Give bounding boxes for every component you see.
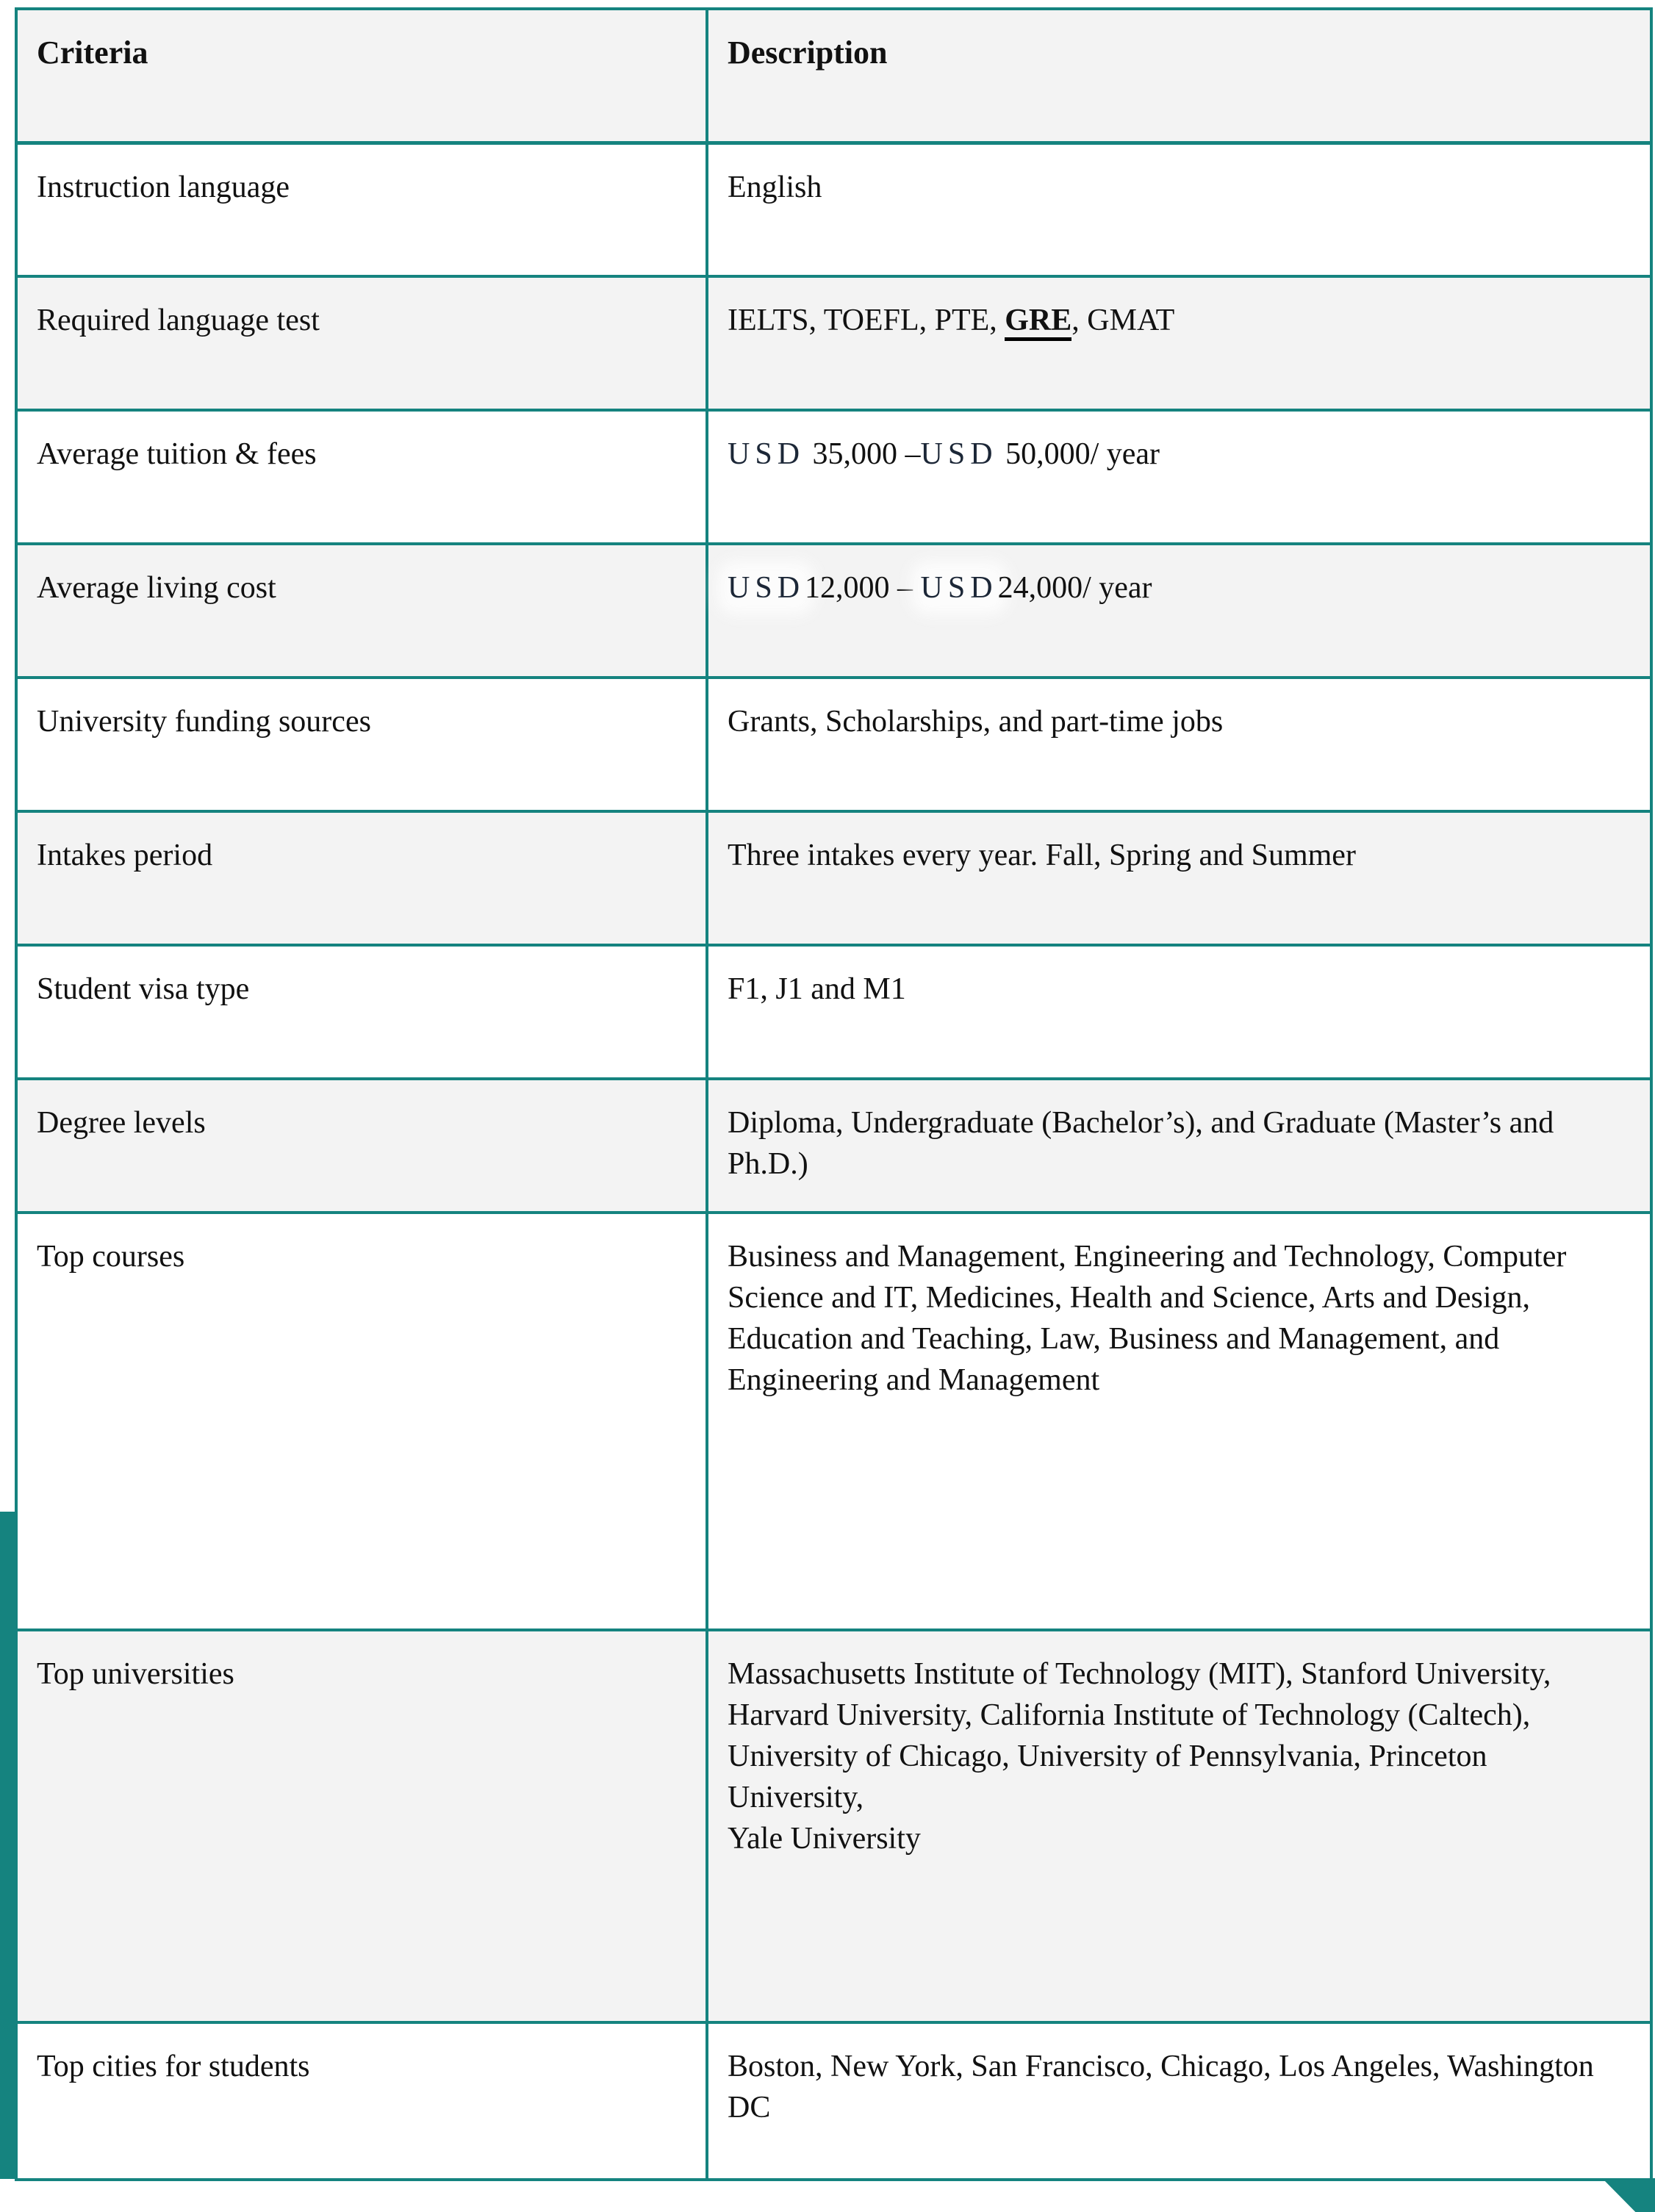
description-cell <box>707 811 1651 945</box>
criteria-label-cell: Intakes period <box>16 811 707 945</box>
description-text: F1, J1 and M1 <box>728 972 906 1006</box>
description-text: USD <box>920 437 998 471</box>
description-text: 50,000/ year <box>997 437 1160 471</box>
description-cell <box>707 410 1651 544</box>
description-text: Grants, Scholarships, and part-time jobs <box>728 705 1224 739</box>
corner-flag-decoration <box>1602 2178 1655 2212</box>
criteria-label-cell: University funding sources <box>16 678 707 811</box>
description-line: University of Chicago, University of Pennsylvania, Princeton University, <box>728 1739 1487 1814</box>
description-cell <box>707 678 1651 811</box>
description-text: USD <box>728 437 805 471</box>
header-description: Description <box>707 9 1651 143</box>
table-row <box>16 1079 1651 1213</box>
description-text: 24,000/ year <box>997 571 1152 605</box>
description-text: USD <box>728 571 805 605</box>
description-cell <box>707 276 1651 410</box>
description-cell <box>707 2022 1651 2180</box>
description-text: Three intakes every year. Fall, Spring and Summer <box>728 839 1356 872</box>
criteria-label-cell: Average living cost <box>16 544 707 678</box>
description-text: 35,000 – <box>805 437 921 471</box>
criteria-table-body <box>16 143 1651 2180</box>
description-text: USD <box>920 571 998 605</box>
table-row <box>16 276 1651 410</box>
description-text: Diploma, Undergraduate (Bachelor’s), and Graduate (Master’s and Ph.D.) <box>728 1106 1554 1181</box>
description-cell <box>707 1630 1651 2022</box>
header-criteria: Criteria <box>16 9 707 143</box>
description-cell <box>707 544 1651 678</box>
description-cell <box>707 945 1651 1079</box>
table-row <box>16 1213 1651 1630</box>
table-row <box>16 410 1651 544</box>
criteria-label-cell: Top cities for students <box>16 2022 707 2180</box>
criteria-label-cell: Student visa type <box>16 945 707 1079</box>
description-line: Engineering and Management <box>728 1363 1100 1397</box>
description-line: Education and Teaching, Law, Business and Management, and <box>728 1322 1500 1356</box>
description-line: Business and Management, Engineering and Technology, Computer <box>728 1240 1567 1274</box>
criteria-label-cell: Top courses <box>16 1213 707 1630</box>
criteria-description-table <box>15 7 1653 2181</box>
table-row <box>16 811 1651 945</box>
description-text: IELTS, TOEFL, PTE, <box>728 304 1005 337</box>
description-text: Boston, New York, San Francisco, Chicago, Los Angeles, Washington DC <box>728 2050 1594 2125</box>
table-row <box>16 945 1651 1079</box>
description-line: Science and IT, Medicines, Health and Science, Arts and Design, <box>728 1281 1531 1315</box>
description-text: 12,000 – <box>805 571 921 605</box>
description-cell <box>707 143 1651 276</box>
description-line: Yale University <box>728 1822 921 1856</box>
description-cell <box>707 1079 1651 1213</box>
left-accent-bar <box>0 1512 18 2179</box>
table-row <box>16 1630 1651 2022</box>
description-line: Massachusetts Institute of Technology (MIT), Stanford University, <box>728 1657 1551 1691</box>
description-line: Harvard University, California Institute of Technology (Caltech), <box>728 1698 1531 1732</box>
table-row <box>16 143 1651 276</box>
description-text: , GMAT <box>1071 304 1175 337</box>
table-row <box>16 678 1651 811</box>
table-header-row <box>16 9 1651 143</box>
emphasized-text: GRE <box>1005 304 1071 341</box>
criteria-label-cell: Instruction language <box>16 143 707 276</box>
table-row <box>16 2022 1651 2180</box>
description-cell <box>707 1213 1651 1630</box>
table-row <box>16 544 1651 678</box>
criteria-label-cell: Average tuition & fees <box>16 410 707 544</box>
description-text: English <box>728 170 822 204</box>
criteria-label-cell: Required language test <box>16 276 707 410</box>
criteria-label-cell: Top universities <box>16 1630 707 2022</box>
criteria-label-cell: Degree levels <box>16 1079 707 1213</box>
